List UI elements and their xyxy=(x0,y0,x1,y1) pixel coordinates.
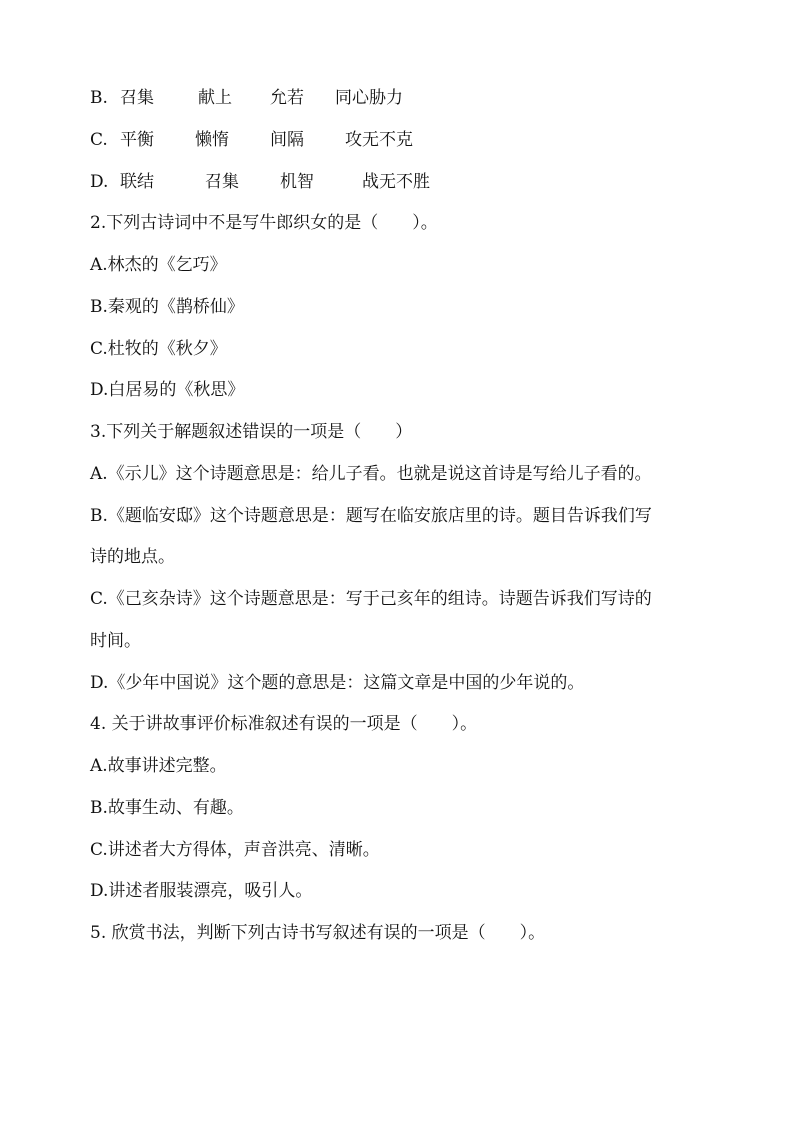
q2-option-c: C.杜牧的《秋夕》 xyxy=(90,339,227,359)
option-word: 战无不胜 xyxy=(362,172,430,192)
q4-stem: 4. 关于讲故事评价标准叙述有误的一项是（ ）。 xyxy=(90,714,478,734)
option-word: 同心胁力 xyxy=(335,88,403,108)
q4-option-a: A.故事讲述完整。 xyxy=(90,756,227,776)
option-letter: B. xyxy=(90,88,108,108)
q4-option-b: B.故事生动、有趣。 xyxy=(90,798,244,818)
q4-option-d: D.讲述者服装漂亮，吸引人。 xyxy=(90,881,313,901)
q4-option-c: C.讲述者大方得体，声音洪亮、清晰。 xyxy=(90,840,380,860)
option-word: 联结 xyxy=(120,172,154,192)
q3-option-a: A.《示儿》这个诗题意思是：给儿子看。也就是说这首诗是写给儿子看的。 xyxy=(90,464,652,484)
option-word: 召集 xyxy=(205,172,239,192)
option-word: 懒惰 xyxy=(195,130,229,150)
q3-option-d: D.《少年中国说》这个题的意思是：这篇文章是中国的少年说的。 xyxy=(90,673,585,693)
q5-stem: 5. 欣赏书法，判断下列古诗书写叙述有误的一项是（ ）。 xyxy=(90,923,546,943)
q3-option-c-line1: C.《己亥杂诗》这个诗题意思是：写于己亥年的组诗。诗题告诉我们写诗的 xyxy=(90,589,652,609)
q3-option-b-line1: B.《题临安邸》这个诗题意思是：题写在临安旅店里的诗。题目告诉我们写 xyxy=(90,506,652,526)
option-word: 间隔 xyxy=(270,130,304,150)
option-word: 允若 xyxy=(270,88,304,108)
q3-option-b-line2: 诗的地点。 xyxy=(90,547,175,567)
option-letter: D. xyxy=(90,172,109,192)
option-word: 献上 xyxy=(198,88,232,108)
option-letter: C. xyxy=(90,130,108,150)
q3-option-c-line2: 时间。 xyxy=(90,631,141,651)
q2-option-b: B.秦观的《鹊桥仙》 xyxy=(90,297,244,317)
option-word: 攻无不克 xyxy=(345,130,413,150)
q3-stem: 3.下列关于解题叙述错误的一项是（ ） xyxy=(90,422,413,442)
q2-option-d: D.白居易的《秋思》 xyxy=(90,380,245,400)
option-word: 机智 xyxy=(280,172,314,192)
q2-option-a: A.林杰的《乞巧》 xyxy=(90,255,227,275)
option-word: 平衡 xyxy=(120,130,154,150)
option-word: 召集 xyxy=(120,88,154,108)
q2-stem: 2.下列古诗词中不是写牛郎织女的是（ ）。 xyxy=(90,213,438,233)
